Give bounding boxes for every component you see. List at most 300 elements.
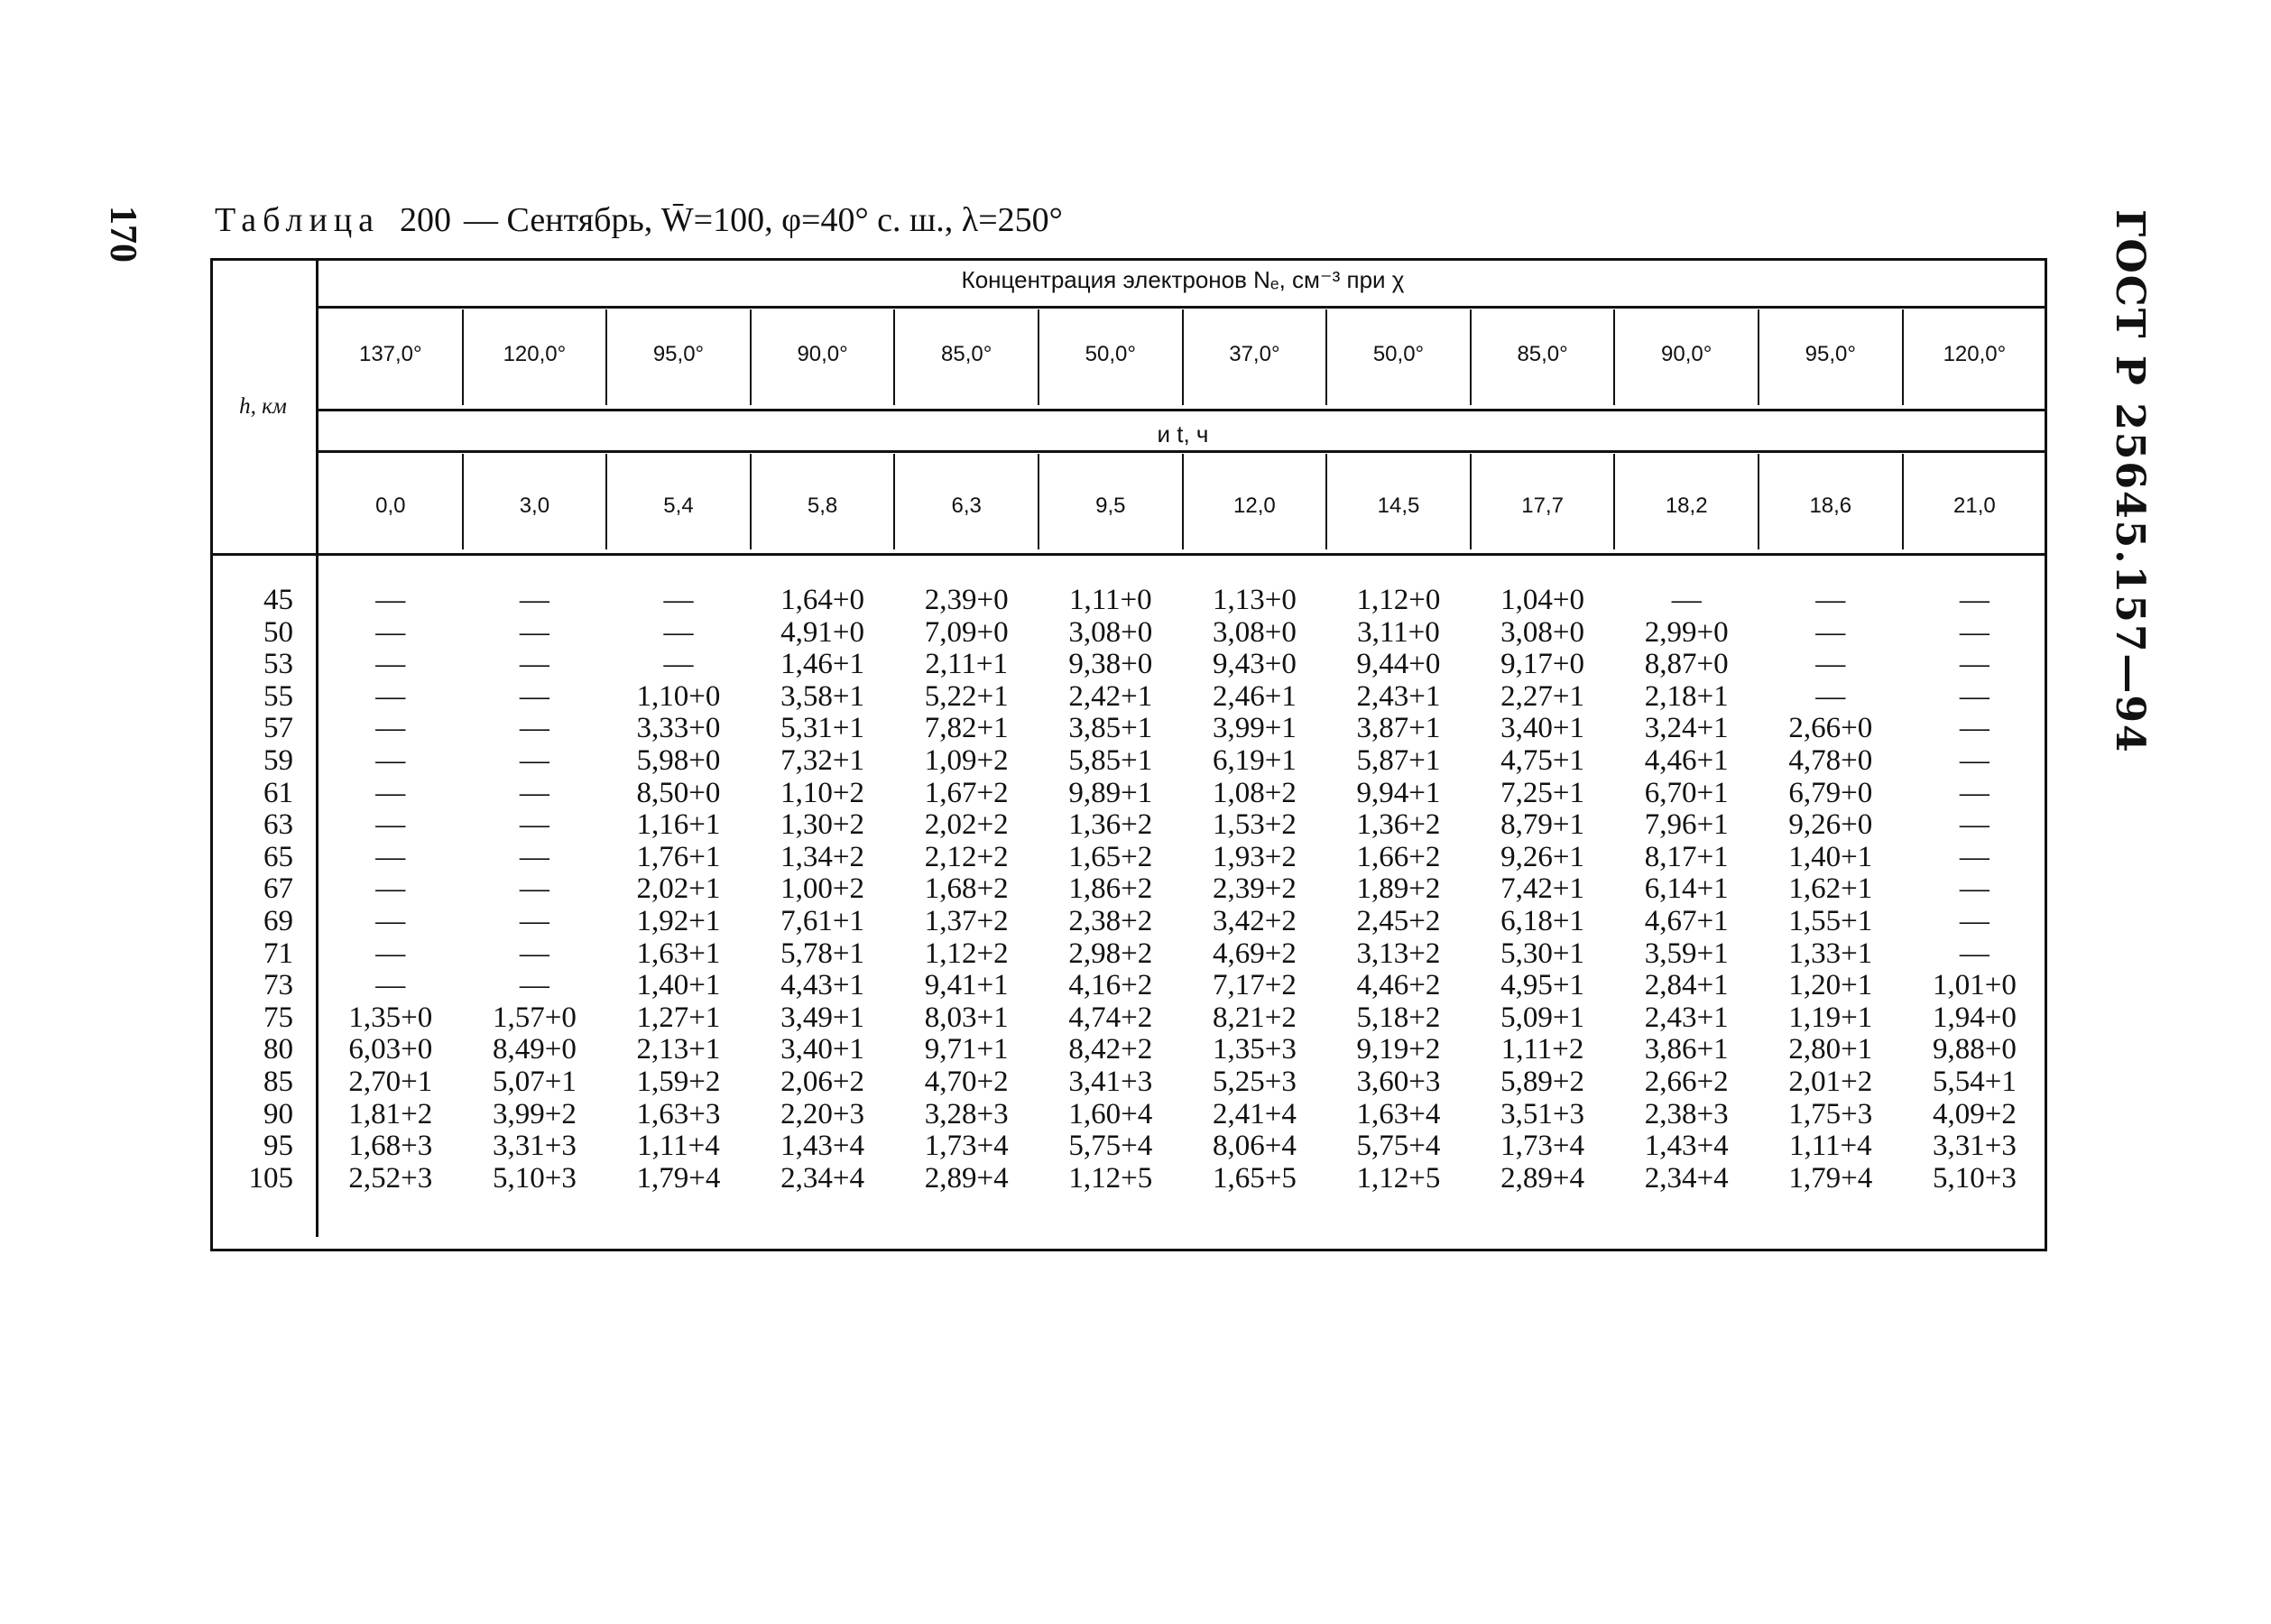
concentration-value: 2,34+4 — [1644, 1161, 1729, 1195]
concentration-value: 5,89+2 — [1500, 1066, 1585, 1098]
concentration-value: 6,18+1 — [1500, 905, 1585, 937]
concentration-value: 7,32+1 — [780, 744, 865, 777]
concentration-value: 3,33+0 — [636, 712, 721, 745]
concentration-value: 4,75+1 — [1500, 744, 1585, 777]
time-cell-divider — [1470, 454, 1472, 549]
height-value: 75 — [263, 1001, 293, 1034]
concentration-value: 5,10+3 — [492, 1161, 577, 1195]
title-label: Таблица — [215, 201, 381, 239]
concentration-value: 2,98+2 — [1068, 937, 1153, 970]
concentration-value: 1,11+4 — [637, 1130, 720, 1163]
concentration-value: — — [375, 648, 406, 681]
concentration-value: — — [1959, 584, 1989, 616]
concentration-value: — — [519, 648, 549, 681]
concentration-value: — — [1815, 584, 1846, 616]
concentration-value: 1,67+2 — [924, 776, 1009, 809]
height-value: 69 — [263, 905, 293, 937]
time-cell: 5,4 — [663, 494, 694, 518]
concentration-value: — — [519, 584, 549, 616]
time-cell: 14,5 — [1377, 494, 1420, 518]
concentration-value: 1,53+2 — [1212, 808, 1297, 842]
concentration-value: — — [1959, 808, 1989, 842]
concentration-value: 2,18+1 — [1644, 679, 1729, 713]
height-value: 85 — [263, 1066, 293, 1098]
chi-row-rule — [318, 409, 2047, 411]
concentration-value: 1,13+0 — [1212, 584, 1297, 616]
concentration-value: 4,74+2 — [1068, 1001, 1153, 1034]
concentration-value: 3,08+0 — [1500, 615, 1585, 649]
concentration-value: 1,27+1 — [636, 1001, 721, 1034]
concentration-value: 1,57+0 — [492, 1001, 577, 1034]
concentration-value: 3,85+1 — [1068, 712, 1153, 745]
chi-cell: 137,0° — [358, 342, 422, 366]
concentration-value: 5,09+1 — [1500, 1001, 1585, 1034]
time-cell-divider — [1182, 454, 1184, 549]
concentration-value: 1,64+0 — [780, 584, 865, 616]
title-number: 200 — [400, 201, 452, 239]
chi-cell: 95,0° — [1805, 342, 1856, 366]
concentration-value: 1,36+2 — [1068, 808, 1153, 842]
concentration-value: 6,79+0 — [1788, 776, 1873, 809]
concentration-value: 2,38+2 — [1068, 905, 1153, 937]
concentration-value: — — [1815, 679, 1846, 713]
concentration-value: 5,18+2 — [1356, 1001, 1441, 1034]
concentration-value: — — [663, 584, 694, 616]
concentration-value: 4,70+2 — [924, 1066, 1009, 1098]
height-value: 67 — [263, 872, 293, 906]
table-row — [210, 808, 2047, 841]
concentration-value: 1,86+2 — [1068, 872, 1153, 906]
chi-cell: 120,0° — [503, 342, 567, 366]
concentration-value: — — [519, 615, 549, 649]
concentration-value: 2,02+1 — [636, 872, 721, 906]
chi-cell-divider — [1902, 309, 1904, 405]
chi-cell-divider — [893, 309, 895, 405]
concentration-value: 2,34+4 — [780, 1161, 865, 1195]
concentration-value: 1,43+4 — [1644, 1130, 1729, 1163]
concentration-value: 8,42+2 — [1068, 1033, 1153, 1066]
concentration-value: — — [519, 840, 549, 873]
chi-cell: 37,0° — [1229, 342, 1280, 366]
concentration-value: 1,19+1 — [1788, 1001, 1873, 1034]
table-row — [210, 969, 2047, 1001]
concentration-value: — — [375, 776, 406, 809]
concentration-value: — — [1959, 744, 1989, 777]
concentration-value: 1,62+1 — [1788, 872, 1873, 906]
concentration-value: 7,61+1 — [780, 905, 865, 937]
concentration-value: 3,40+1 — [1500, 712, 1585, 745]
concentration-value: 6,14+1 — [1644, 872, 1729, 906]
concentration-value: 3,11+0 — [1357, 615, 1440, 649]
height-value: 95 — [263, 1130, 293, 1163]
concentration-value: 1,35+0 — [348, 1001, 433, 1034]
concentration-value: 8,21+2 — [1212, 1001, 1297, 1034]
concentration-value: 7,09+0 — [924, 615, 1009, 649]
concentration-value: 3,49+1 — [780, 1001, 865, 1034]
time-cell-divider — [1325, 454, 1327, 549]
concentration-value: 1,63+3 — [636, 1097, 721, 1130]
concentration-value: — — [1959, 840, 1989, 873]
concentration-value: 2,12+2 — [924, 840, 1009, 873]
concentration-value: 4,78+0 — [1788, 744, 1873, 777]
concentration-value: 5,75+4 — [1356, 1130, 1441, 1163]
concentration-value: 3,24+1 — [1644, 712, 1729, 745]
concentration-value: 9,71+1 — [924, 1033, 1009, 1066]
table-row — [210, 1098, 2047, 1130]
concentration-value: 1,11+2 — [1500, 1033, 1584, 1066]
concentration-value: 1,34+2 — [780, 840, 865, 873]
chi-cell: 85,0° — [1517, 342, 1568, 366]
concentration-value: 5,54+1 — [1932, 1066, 2017, 1098]
concentration-value: — — [1959, 872, 1989, 906]
concentration-value: 2,99+0 — [1644, 615, 1729, 649]
chi-cell: 90,0° — [797, 342, 848, 366]
concentration-value: 5,85+1 — [1068, 744, 1153, 777]
concentration-value: 4,91+0 — [780, 615, 865, 649]
concentration-value: 9,43+0 — [1212, 648, 1297, 681]
concentration-value: — — [1815, 648, 1846, 681]
concentration-value: 9,19+2 — [1356, 1033, 1441, 1066]
concentration-value: 2,27+1 — [1500, 679, 1585, 713]
concentration-value: — — [375, 584, 406, 616]
chi-cell-divider — [1613, 309, 1615, 405]
concentration-value: 1,73+4 — [924, 1130, 1009, 1163]
concentration-value: 1,01+0 — [1932, 969, 2017, 1002]
concentration-value: 6,19+1 — [1212, 744, 1297, 777]
height-value: 63 — [263, 808, 293, 842]
time-cell: 21,0 — [1953, 494, 1996, 518]
concentration-value: 8,17+1 — [1644, 840, 1729, 873]
concentration-value: 2,43+1 — [1356, 679, 1441, 713]
concentration-value: 4,69+2 — [1212, 937, 1297, 970]
concentration-value: 3,41+3 — [1068, 1066, 1153, 1098]
concentration-value: 3,08+0 — [1068, 615, 1153, 649]
standard-id: ГОСТ Р 25645.157—94 — [2107, 209, 2153, 754]
concentration-value: 1,81+2 — [348, 1097, 433, 1130]
concentration-value: 4,67+1 — [1644, 905, 1729, 937]
time-cell-divider — [1613, 454, 1615, 549]
concentration-value: — — [1959, 905, 1989, 937]
concentration-value: 1,37+2 — [924, 905, 1009, 937]
chi-cell: 120,0° — [1943, 342, 2007, 366]
concentration-value: 1,12+0 — [1356, 584, 1441, 616]
chi-cell-divider — [1470, 309, 1472, 405]
concentration-value: — — [375, 615, 406, 649]
concentration-value: 2,89+4 — [924, 1161, 1009, 1195]
page-number: 170 — [102, 206, 143, 263]
concentration-value: 1,12+2 — [924, 937, 1009, 970]
data-table — [210, 258, 2047, 1251]
concentration-value: 4,46+1 — [1644, 744, 1729, 777]
concentration-value: 1,79+4 — [1788, 1161, 1873, 1195]
concentration-value: 3,59+1 — [1644, 937, 1729, 970]
concentration-value: 4,43+1 — [780, 969, 865, 1002]
time-cell-divider — [750, 454, 752, 549]
concentration-value: 1,75+3 — [1788, 1097, 1873, 1130]
concentration-value: 1,63+1 — [636, 937, 721, 970]
chi-cell-divider — [1182, 309, 1184, 405]
concentration-value: 1,33+1 — [1788, 937, 1873, 970]
concentration-value: — — [1959, 648, 1989, 681]
concentration-value: 1,08+2 — [1212, 776, 1297, 809]
concentration-value: — — [663, 615, 694, 649]
table-row — [210, 905, 2047, 937]
concentration-value: 1,89+2 — [1356, 872, 1441, 906]
concentration-value: 5,07+1 — [492, 1066, 577, 1098]
concentration-value: 2,20+3 — [780, 1097, 865, 1130]
height-value: 55 — [263, 679, 293, 713]
table-row — [210, 841, 2047, 873]
concentration-value: — — [1815, 615, 1846, 649]
time-cell: 9,5 — [1095, 494, 1126, 518]
concentration-value: — — [519, 937, 549, 970]
concentration-value: — — [519, 905, 549, 937]
concentration-value: 1,76+1 — [636, 840, 721, 873]
concentration-value: 1,04+0 — [1500, 584, 1585, 616]
title-text: — Сентябрь, W̄=100, φ=40° с. ш., λ=250° — [464, 201, 1063, 239]
concentration-value: — — [519, 679, 549, 713]
concentration-value: 5,10+3 — [1932, 1161, 2017, 1195]
table-row — [210, 1162, 2047, 1195]
concentration-value: 3,51+3 — [1500, 1097, 1585, 1130]
concentration-value: 1,46+1 — [780, 648, 865, 681]
concentration-value: 1,59+2 — [636, 1066, 721, 1098]
concentration-value: 5,78+1 — [780, 937, 865, 970]
chi-cell: 95,0° — [652, 342, 705, 366]
concentration-value: 2,89+4 — [1500, 1161, 1585, 1195]
concentration-value: — — [375, 808, 406, 842]
concentration-value: — — [1671, 584, 1702, 616]
concentration-value: 1,63+4 — [1356, 1097, 1441, 1130]
time-cell: 12,0 — [1233, 494, 1276, 518]
concentration-value: 1,65+2 — [1068, 840, 1153, 873]
chi-cell: 50,0° — [1085, 342, 1136, 366]
concentration-value: 2,13+1 — [636, 1033, 721, 1066]
concentration-value: 7,42+1 — [1500, 872, 1585, 906]
concentration-value: 1,10+2 — [780, 776, 865, 809]
t-header-rule — [318, 450, 2047, 453]
concentration-value: 3,87+1 — [1356, 712, 1441, 745]
concentration-value: 7,82+1 — [924, 712, 1009, 745]
concentration-value: 1,66+2 — [1356, 840, 1441, 873]
concentration-value: 2,84+1 — [1644, 969, 1729, 1002]
concentration-header: Концентрация электронов Nₑ, см⁻³ при χ — [961, 266, 1405, 293]
time-cell-divider — [605, 454, 607, 549]
concentration-value: — — [519, 712, 549, 745]
table-row — [210, 872, 2047, 905]
concentration-value: 7,96+1 — [1644, 808, 1729, 842]
concentration-value: 2,01+2 — [1788, 1066, 1873, 1098]
chi-cell: 85,0° — [941, 342, 992, 366]
concentration-value: 2,06+2 — [780, 1066, 865, 1098]
concentration-value: — — [375, 840, 406, 873]
chi-cell: 90,0° — [1661, 342, 1712, 366]
table-row — [210, 616, 2047, 649]
concentration-value: 1,40+1 — [1788, 840, 1873, 873]
concentration-value: 1,60+4 — [1068, 1097, 1153, 1130]
time-cell-divider — [1038, 454, 1039, 549]
concentration-value: 4,46+2 — [1356, 969, 1441, 1002]
time-cell: 17,7 — [1521, 494, 1564, 518]
concentration-value: — — [375, 712, 406, 745]
concentration-value: 3,40+1 — [780, 1033, 865, 1066]
concentration-value: 2,66+0 — [1788, 712, 1873, 745]
table-row — [210, 1001, 2047, 1034]
table-row — [210, 937, 2047, 970]
height-value: 65 — [263, 840, 293, 873]
table-row — [210, 777, 2047, 809]
concentration-value: 4,09+2 — [1932, 1097, 2017, 1130]
concentration-value: — — [375, 905, 406, 937]
time-cell-divider — [1902, 454, 1904, 549]
time-cell: 18,2 — [1665, 494, 1708, 518]
concentration-value: 8,49+0 — [492, 1033, 577, 1066]
height-value: 50 — [263, 615, 293, 649]
time-cell: 18,6 — [1809, 494, 1852, 518]
concentration-value: 5,75+4 — [1068, 1130, 1153, 1163]
table-row — [210, 584, 2047, 616]
concentration-value: 8,50+0 — [636, 776, 721, 809]
concentration-value: 5,22+1 — [924, 679, 1009, 713]
concentration-value: 9,44+0 — [1356, 648, 1441, 681]
concentration-value: 3,99+2 — [492, 1097, 577, 1130]
concentration-value: 5,31+1 — [780, 712, 865, 745]
concentration-value: — — [663, 648, 694, 681]
height-header: h, км — [239, 394, 287, 419]
concentration-value: 5,98+0 — [636, 744, 721, 777]
concentration-value: 9,17+0 — [1500, 648, 1585, 681]
table-row — [210, 744, 2047, 777]
concentration-value: 1,55+1 — [1788, 905, 1873, 937]
time-cell: 3,0 — [519, 494, 550, 518]
chi-cell-divider — [1038, 309, 1039, 405]
concentration-value: 9,41+1 — [924, 969, 1009, 1002]
concentration-value: 3,31+3 — [492, 1130, 577, 1163]
concentration-value: 6,03+0 — [348, 1033, 433, 1066]
height-value: 57 — [263, 712, 293, 745]
concentration-value: 3,28+3 — [924, 1097, 1009, 1130]
concentration-value: 1,65+5 — [1212, 1161, 1297, 1195]
concentration-value: — — [375, 679, 406, 713]
concentration-value: — — [519, 744, 549, 777]
concentration-value: 1,40+1 — [636, 969, 721, 1002]
concentration-value: 1,30+2 — [780, 808, 865, 842]
concentration-value: 1,68+2 — [924, 872, 1009, 906]
concentration-value: 4,16+2 — [1068, 969, 1153, 1002]
concentration-value: 3,13+2 — [1356, 937, 1441, 970]
concentration-value: 9,38+0 — [1068, 648, 1153, 681]
concentration-value: — — [1959, 679, 1989, 713]
height-value: 53 — [263, 648, 293, 681]
table-row — [210, 1033, 2047, 1066]
concentration-value: 8,87+0 — [1644, 648, 1729, 681]
concentration-value: 2,39+0 — [924, 584, 1009, 616]
concentration-value: — — [1959, 712, 1989, 745]
height-value: 90 — [263, 1097, 293, 1130]
time-header: и t, ч — [1157, 420, 1209, 448]
table-row — [210, 648, 2047, 680]
concentration-value: 8,03+1 — [924, 1001, 1009, 1034]
concentration-value: 3,99+1 — [1212, 712, 1297, 745]
concentration-value: 8,79+1 — [1500, 808, 1585, 842]
time-cell: 0,0 — [375, 494, 406, 518]
concentration-value: 2,52+3 — [348, 1161, 433, 1195]
concentration-value: 9,26+1 — [1500, 840, 1585, 873]
time-cell-divider — [462, 454, 464, 549]
concentration-value: 3,42+2 — [1212, 905, 1297, 937]
concentration-value: 9,26+0 — [1788, 808, 1873, 842]
height-value: 45 — [263, 584, 293, 616]
concentration-value: — — [1959, 776, 1989, 809]
concentration-value: 1,12+5 — [1356, 1161, 1441, 1195]
concentration-value: 2,80+1 — [1788, 1033, 1873, 1066]
concentration-value: 2,41+4 — [1212, 1097, 1297, 1130]
concentration-value: 2,11+1 — [925, 648, 1008, 681]
concentration-value: — — [375, 872, 406, 906]
concentration-value: 1,11+0 — [1068, 584, 1152, 616]
time-cell-divider — [893, 454, 895, 549]
concentration-value: 5,30+1 — [1500, 937, 1585, 970]
concentration-value: 2,70+1 — [348, 1066, 433, 1098]
concentration-value: — — [519, 872, 549, 906]
concentration-value: 2,39+2 — [1212, 872, 1297, 906]
concentration-value: — — [519, 808, 549, 842]
concentration-value: 9,88+0 — [1932, 1033, 2017, 1066]
height-value: 71 — [263, 937, 293, 970]
concentration-value: 1,12+5 — [1068, 1161, 1153, 1195]
table-title — [215, 200, 1063, 240]
header-bottom-rule — [210, 553, 2047, 556]
chi-cell-divider — [462, 309, 464, 405]
time-cell: 6,3 — [951, 494, 982, 518]
concentration-value: 2,02+2 — [924, 808, 1009, 842]
concentration-value: — — [519, 969, 549, 1002]
concentration-value: 1,79+4 — [636, 1161, 721, 1195]
concentration-value: 3,58+1 — [780, 679, 865, 713]
height-value: 105 — [248, 1161, 293, 1195]
concentration-value: 1,68+3 — [348, 1130, 433, 1163]
concentration-value: 1,92+1 — [636, 905, 721, 937]
concentration-value: 1,16+1 — [636, 808, 721, 842]
chi-cell: 50,0° — [1372, 342, 1425, 366]
time-cell-divider — [1758, 454, 1759, 549]
concentration-value: 1,94+0 — [1932, 1001, 2017, 1034]
concentration-value: 6,70+1 — [1644, 776, 1729, 809]
concentration-value: 2,46+1 — [1212, 679, 1297, 713]
concentration-value: 5,87+1 — [1356, 744, 1441, 777]
table-row — [210, 712, 2047, 744]
height-value: 73 — [263, 969, 293, 1002]
concentration-value: 3,60+3 — [1356, 1066, 1441, 1098]
concentration-value: — — [375, 744, 406, 777]
concentration-value: — — [375, 969, 406, 1002]
chi-cell-divider — [1758, 309, 1759, 405]
concentration-value: 1,00+2 — [780, 872, 865, 906]
concentration-value: 1,20+1 — [1788, 969, 1873, 1002]
concentration-value: 9,89+1 — [1068, 776, 1153, 809]
concentration-value: — — [375, 937, 406, 970]
chi-cell-divider — [1325, 309, 1327, 405]
concentration-value: 2,43+1 — [1644, 1001, 1729, 1034]
concentration-value: 3,08+0 — [1212, 615, 1297, 649]
concentration-value: 1,73+4 — [1500, 1130, 1585, 1163]
concentration-value: 5,25+3 — [1212, 1066, 1297, 1098]
table-row — [210, 1066, 2047, 1098]
concentration-value: — — [519, 776, 549, 809]
concentration-value: 3,31+3 — [1932, 1130, 2017, 1163]
concentration-value: 3,86+1 — [1644, 1033, 1729, 1066]
chi-cell-divider — [750, 309, 752, 405]
